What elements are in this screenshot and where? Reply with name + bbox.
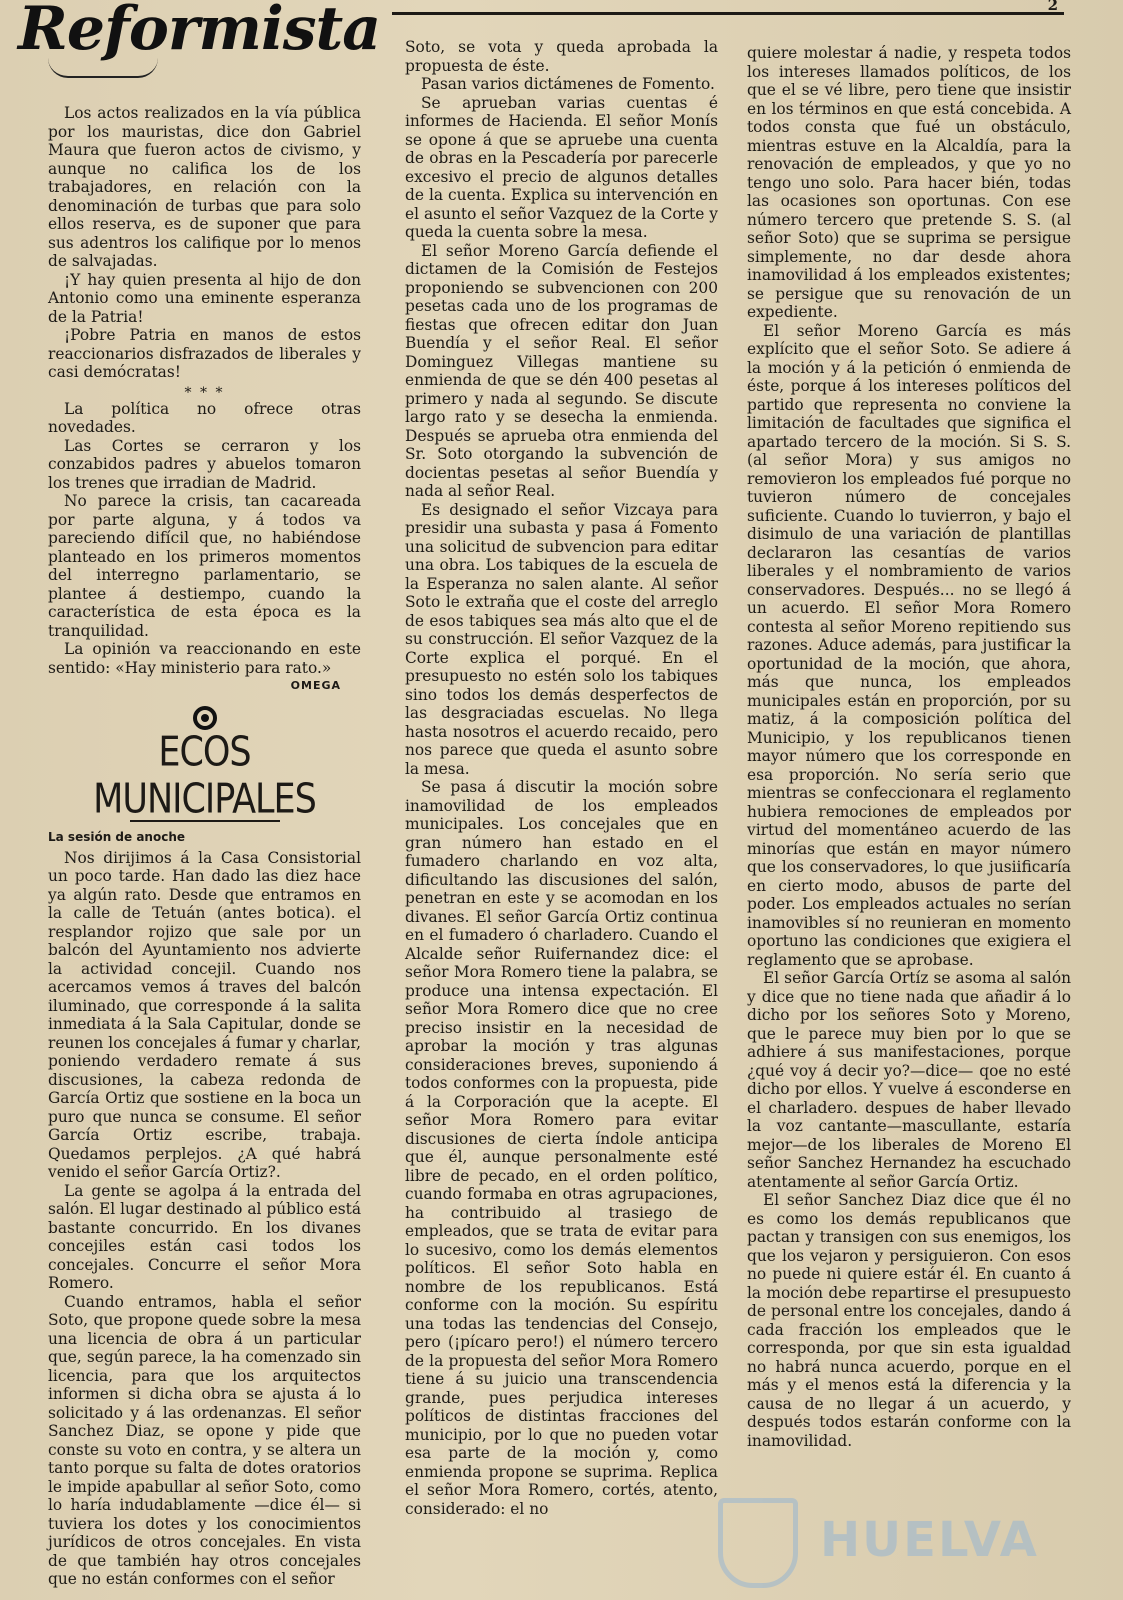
library-watermark: [700, 1498, 1100, 1578]
shield-icon: [718, 1498, 798, 1588]
paragraph: quiere molestar á nadie, y respeta todos los intereses llamados políticos, de los que el se vé libre, pero tiene que insistir en los términos en que está concebida. A todos consta que fué un obstáculo, mientras estuve en la Alcaldía, para la renovación de empleados, y que yo no tengo uno solo. Para hacer bién, todas las ocasiones son oportunas. Con ese número tercero que pretende S. S. (al señor Soto) que se suprima se persigue simplemente, no dar desde ahora inamovilidad á los empleados existentes; se persigue que su renovación de un expediente.: [747, 44, 1071, 321]
watermark-text: HUELVA: [820, 1512, 1039, 1568]
article-subhead: La sesión de anoche: [48, 830, 186, 844]
paragraph: El señor Sanchez Diaz dice que él no es como los demás republicanos que pactan y transigen con sus enemigos, los que los vejaron y persiguieron. Con esos no puede ni quiere estár él. En cuanto á la moción debe repartirse el presupuesto de personal entre los concejales, dando á cada fracción los empleados que le corresponda, por que sin esta igualdad no habrá nunca acuerdo, porque en el más y el menos está la diferencia y la causa de no llegar á un acuerdo, y después todos estarán conforme con la inamovilidad.: [747, 1191, 1071, 1450]
paragraph: Se aprueban varias cuentas é informes de Hacienda. El señor Monís se opone á que se apruebe una cuenta de obras en la Pescadería por parecerle excesivo el precio de algunos detalles de la cuenta. Explica su intervención en el asunto el señor Vazquez de la Corte y queda la cuenta sobre la mesa.: [405, 93, 718, 241]
paragraph: Pasan varios dictámenes de Fomento.: [421, 75, 715, 93]
masthead-title: Reformista: [18, 0, 381, 64]
paragraph: Nos dirijimos á la Casa Consistorial un poco tarde. Han dado las diez hace ya algún rato. Desde que entramos en la calle de Tetuán (antes botica). el resplandor rojizo que sale por un balcón del Ayuntamiento nos advierte la actividad concejil. Cuando nos acercamos vemos á traves del balcón iluminado, que corresponde á la salita inmediata á la Sala Capitular, donde se reunen los concejales á fumar y charlar, poniendo verdadero remate á sus discusiones, la cabeza redonda de García Ortiz que sostiene en la boca un puro que nunca se consume. El señor García Ortiz escribe, trabaja. Quedamos perplejos. ¿A qué habrá venido el señor García Ortiz?.: [48, 848, 361, 1181]
section-separator: * * *: [184, 384, 225, 401]
paragraph: Los actos realizados en la vía pública por los mauristas, dice don Gabriel Maura que fueron actos de civismo, y aunque no califica los de los trabajadores, en relación con la denominación de turbas que para solo ellos reserva, es de suponer que para sus adentros los califique por lo menos de salvajadas.: [48, 104, 361, 270]
paragraph: El señor Moreno García defiende el dictamen de la Comisión de Festejos proponiendo se subvencionen con 200 pesetas cada uno de los programas de fiestas que ofrecen editar don Juan Buendía y el señor Real. El señor Dominguez Villegas mantiene su enmienda de que se dén 400 pesetas al primero y nada al segundo. Se discute largo rato y se desecha la enmienda. Después se aprueba otra enmienda del Sr. Soto otorgando la subvención de docientas pesetas al señor Buendía y nada al señor Real.: [405, 241, 718, 500]
paragraph: El señor García Ortíz se asoma al salón y dice que no tiene nada que añadir á lo dicho por los señores Soto y Moreno, que le parece muy bien por lo que se adhiere á sus manifestaciones, porque ¿qué voy á decir yo?—dice— qoe no esté dicho por ellos. Y vuelve á esconderse en el charladero. despues de haber llevado la voz cantante—mascullante, estaría mejor—de los liberales de Moreno El señor Sanchez Hernandez ha escuchado atentamente al señor García Ortiz.: [747, 969, 1071, 1191]
paragraph: ¡Y hay quien presenta al hijo de don Antonio como una eminente esperanza de la Patria!: [48, 270, 361, 326]
paragraph: Se pasa á discutir la moción sobre inamovilidad de los empleados municipales. Los concejales que en gran número han estado en el fumadero charlando en voz alta, dificultando las discusiones del salón, penetran en este y se acomodan en los divanes. El señor García Ortiz continua en el fumadero ó charladero. Cuando el Alcalde señor Ruifernandez dice: el señor Mora Romero tiene la palabra, se produce una intensa expectación. El señor Mora Romero dice que no cree preciso insistir en la necesidad de aprobar la moción y tras algunas consideraciones breves, suponiendo á todos conformes con la propuesta, pide á la Corporación que la acepte. El señor Mora Romero para evitar discusiones de cierta índole anticipa que él, aunque personalmente esté libre de pecado, en el orden político, cuando formaba en otras agrupaciones, ha contribuido al trasiego de empleados, que se trata de evitar para lo sucesivo, como los demás elementos políticos. El señor Soto habla en nombre de los republicanos. Está conforme con la moción. Su espíritu una todas las tendencias del Consejo, pero (¡pícaro pero!) el número tercero de la propuesta del señor Mora Romero tiene á su juicio una transcendencia grande, pues perjudica intereses políticos de distintas fracciones del municipio, por lo que no pueden votar esa parte de la moción y, como enmienda propone se suprima. Replica el señor Mora Romero, cortés, atento, considerado: el no: [405, 778, 718, 1518]
column-2: [405, 38, 718, 1518]
paragraph: No parece la crisis, tan cacareada por parte alguna, y á todos va pareciendo difícil que, no habiéndose planteado en los primeros momentos del interregno parlamentario, se plantee á destiempo, cuando la característica de esta época es la tranquilidad.: [48, 492, 361, 640]
paragraph: La política no ofrece otras novedades.: [48, 399, 361, 436]
author-signature: OMEGA: [290, 679, 341, 692]
paragraph: Soto, se vota y queda aprobada la propuesta de éste.: [405, 38, 718, 75]
paragraph: ¡Pobre Patria en manos de estos reaccionarios disfrazados de liberales y casi demócratas!: [48, 326, 361, 381]
paragraph: La opinión va reaccionando en este sentido: «Hay ministerio para rato.»: [48, 640, 361, 677]
column-3: [747, 44, 1071, 1450]
section-title: ECOS MUNICIPALES: [93, 728, 316, 824]
column-1: [48, 0, 361, 1589]
paragraph: Las Cortes se cerraron y los conzabidos padres y abuelos tomaron los trenes que irradian de Madrid.: [48, 436, 361, 492]
paragraph: El señor Moreno García es más explícito que el señor Soto. Se adiere á la moción y á la petición ó enmienda de éste, porque á los intereses políticos del partido que representa no conviene la limitación de facultades que significa el apartado tercero de la moción. Si S. S. (al señor Mora) y sus amigos no removieron los empleados fué porque no tuvieron número de concejales suficiente. Cuando lo tuvierron, y bajo el disimulo de una variación de plantillas declararon las cesantías de varios liberales y el nombramiento de varios conservadores. Después... no se llegó á un acuerdo. El señor Mora Romero contesta al señor Moreno repitiendo sus razones. Aduce además, para justificar la oportunidad de la moción, que ahora, más que nunca, los empleados municipales están en proporción, por su matiz, á la composición política del Municipio, y los republicanos tienen mayor número que los corresponde en esa proporción. No sería serio que mientras se confeccionara el reglamento hubiera remociones de empleados por virtud del momentáneo acuerdo de las minorías que están en mayor número que los conservadores, lo que jusiificaría en cierto modo, abusos de parte del poder. Los empleados actuales no serían inamovibles sí no reunieran en momento oportuno las condiciones que exigiera el reglamento que se aprobase.: [747, 321, 1071, 969]
header-rule: [392, 12, 1064, 15]
paragraph: La gente se agolpa á la entrada del salón. El lugar destinado al público está bastante concurrido. En los divanes concejiles están casi todos los concejales. Concurre el señor Mora Romero.: [48, 1181, 361, 1292]
page-number: 2: [1047, 0, 1058, 14]
paragraph: Cuando entramos, habla el señor Soto, que propone quede sobre la mesa una licencia de obra á un particular que, según parece, la ha comenzado sin licencia, para que los arquitectos informen si dicha obra se ajusta á lo solicitado y á las ordenanzas. El señor Sanchez Diaz, se opone y pide que conste su voto en contra, y se altera un tanto porque su falta de dotes oratorios le impide apabullar al señor Soto, como lo haría indudablamente —dice él— si tuviera los dotes y los conocimientos jurídicos de otros concejales. En vista de que también hay otros concejales que no están conformes con el señor: [48, 1292, 361, 1588]
paragraph: Es designado el señor Vizcaya para presidir una subasta y pasa á Fomento una solicitud de subvencion para editar una obra. Los tabiques de la escuela de la Esperanza no salen alante. Al señor Soto le extraña que el coste del arreglo de esos tabiques sea más alto que el de su construcción. El señor Vazquez de la Corte explica el porqué. En el presupuesto no estén solo los tabiques sino todos los demás desperfectos de las desgraciadas escuelas. No llega hasta nosotros el acuerdo recaido, pero nos parece que queda el asunto sobre la mesa.: [405, 500, 718, 778]
